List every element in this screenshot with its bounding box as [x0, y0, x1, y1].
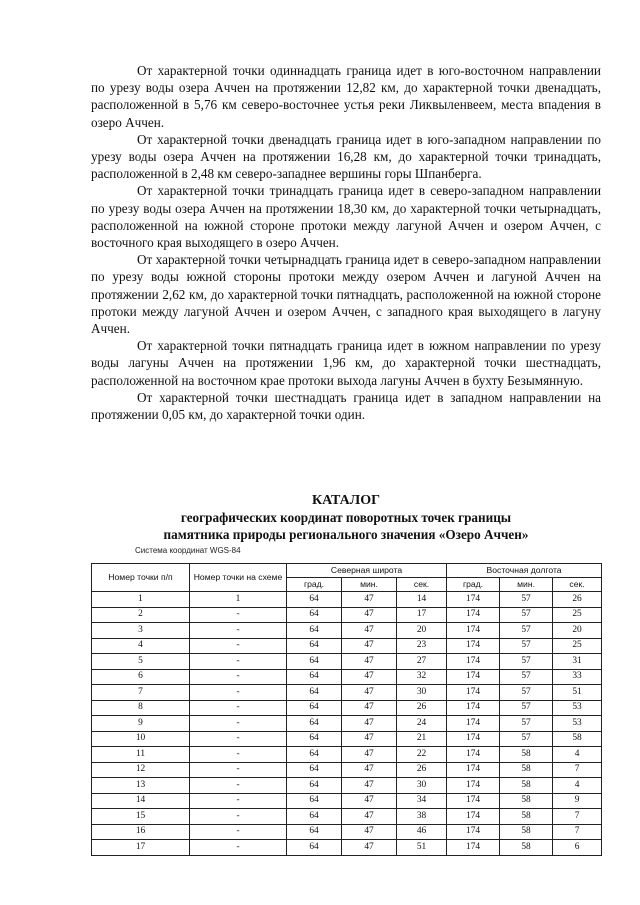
cell-point-number: 8: [92, 700, 190, 716]
table-row: [92, 731, 602, 747]
cell-lon-min: 57: [500, 700, 553, 716]
cell-lon-sec: 7: [553, 809, 602, 825]
header-lon-deg: град.: [447, 578, 500, 592]
cell-lat-min: 47: [342, 669, 397, 685]
cell-lat-deg: 64: [287, 654, 342, 670]
paragraph-point-14: От характерной точки четырнадцать граница идет в северо-западном направлении по урезу воды южной стороны протоки между озером Аччен и лагуной Аччен на протяжении 2,62 км, до характерной точки пятнадцать, расположенной на южной стороне протоки между лагуной Аччен и озером Аччен, с западного края выходящего в лагуну Аччен.: [91, 252, 601, 337]
cell-lon-deg: 174: [447, 700, 500, 716]
cell-lon-sec: 7: [553, 762, 602, 778]
cell-lon-deg: 174: [447, 716, 500, 732]
cell-scheme-number: -: [190, 607, 287, 623]
cell-lat-min: 47: [342, 762, 397, 778]
cell-lon-sec: 51: [553, 685, 602, 701]
cell-lon-deg: 174: [447, 747, 500, 763]
cell-lat-min: 47: [342, 685, 397, 701]
cell-scheme-number: -: [190, 778, 287, 794]
cell-lon-min: 57: [500, 592, 553, 608]
table-row: [92, 824, 602, 840]
cell-lat-min: 47: [342, 654, 397, 670]
cell-lon-min: 57: [500, 623, 553, 639]
cell-scheme-number: -: [190, 809, 287, 825]
cell-lon-min: 57: [500, 669, 553, 685]
table-row: [92, 607, 602, 623]
cell-lat-sec: 27: [397, 654, 447, 670]
cell-lon-deg: 174: [447, 824, 500, 840]
cell-lon-min: 58: [500, 762, 553, 778]
cell-point-number: 14: [92, 793, 190, 809]
cell-point-number: 3: [92, 623, 190, 639]
cell-scheme-number: -: [190, 654, 287, 670]
cell-lat-deg: 64: [287, 809, 342, 825]
cell-lat-min: 47: [342, 747, 397, 763]
cell-lat-deg: 64: [287, 840, 342, 856]
cell-lon-sec: 4: [553, 747, 602, 763]
header-lat-min: мин.: [342, 578, 397, 592]
cell-lon-min: 58: [500, 747, 553, 763]
cell-lat-deg: 64: [287, 623, 342, 639]
table-row: [92, 793, 602, 809]
cell-lon-min: 58: [500, 793, 553, 809]
cell-lat-min: 47: [342, 731, 397, 747]
cell-lat-min: 47: [342, 623, 397, 639]
cell-point-number: 5: [92, 654, 190, 670]
header-lon-min: мин.: [500, 578, 553, 592]
table-row: [92, 700, 602, 716]
cell-lat-sec: 34: [397, 793, 447, 809]
cell-lat-sec: 22: [397, 747, 447, 763]
cell-point-number: 7: [92, 685, 190, 701]
cell-lon-min: 57: [500, 716, 553, 732]
table-row: [92, 747, 602, 763]
cell-lat-deg: 64: [287, 700, 342, 716]
cell-scheme-number: -: [190, 716, 287, 732]
cell-scheme-number: -: [190, 638, 287, 654]
header-east-longitude: Восточная долгота: [447, 564, 602, 578]
cell-lat-min: 47: [342, 700, 397, 716]
cell-lon-min: 57: [500, 654, 553, 670]
table-row: [92, 762, 602, 778]
cell-lat-sec: 17: [397, 607, 447, 623]
catalog-title-block: [91, 492, 601, 543]
table-row: [92, 716, 602, 732]
catalog-title: КАТАЛОГ: [311, 493, 380, 508]
cell-lon-min: 57: [500, 731, 553, 747]
cell-lat-deg: 64: [287, 669, 342, 685]
cell-point-number: 16: [92, 824, 190, 840]
coordinate-system-label: Система координат WGS-84: [135, 546, 241, 555]
cell-lon-sec: 25: [553, 607, 602, 623]
cell-scheme-number: -: [190, 762, 287, 778]
cell-lon-deg: 174: [447, 809, 500, 825]
cell-scheme-number: -: [190, 824, 287, 840]
cell-lon-sec: 7: [553, 824, 602, 840]
paragraph-point-12: От характерной точки двенадцать граница идет в юго-западном направлении по урезу воды озера Аччен на протяжении 16,28 км, до характерной точки тринадцать, расположенной в 2,48 км северо-западнее вершины горы Шпанберга.: [91, 131, 601, 182]
header-lat-sec: сек.: [397, 578, 447, 592]
cell-lon-deg: 174: [447, 793, 500, 809]
cell-lat-sec: 51: [397, 840, 447, 856]
cell-lon-deg: 174: [447, 623, 500, 639]
cell-point-number: 11: [92, 747, 190, 763]
cell-lon-sec: 25: [553, 638, 602, 654]
cell-lat-sec: 14: [397, 592, 447, 608]
cell-lon-min: 58: [500, 824, 553, 840]
header-north-latitude: Северная широта: [287, 564, 447, 578]
cell-lat-deg: 64: [287, 592, 342, 608]
table-row: [92, 669, 602, 685]
cell-lon-sec: 53: [553, 716, 602, 732]
cell-lon-deg: 174: [447, 778, 500, 794]
header-scheme-number: Номер точки на схеме: [190, 564, 287, 592]
cell-lon-sec: 9: [553, 793, 602, 809]
paragraph-point-11: От характерной точки одиннадцать граница идет в юго-восточном направлении по урезу воды озера Аччен на протяжении 12,82 км, до характерной точки двенадцать, расположенной в 5,76 км северо-восточнее устья реки Ликвыленвеем, места впадения в озеро Аччен.: [91, 63, 601, 130]
cell-scheme-number: -: [190, 731, 287, 747]
cell-scheme-number: -: [190, 623, 287, 639]
cell-lat-sec: 21: [397, 731, 447, 747]
cell-lon-deg: 174: [447, 731, 500, 747]
cell-lat-deg: 64: [287, 793, 342, 809]
cell-scheme-number: -: [190, 793, 287, 809]
paragraph-point-13: От характерной точки тринадцать граница идет в северо-западном направлении по урезу воды озера Аччен на протяжении 18,30 км, до характерной точки четырнадцать, расположенной на южной стороне протоки между лагуной Аччен и озером Аччен, с восточного края выходящего в озеро Аччен.: [91, 183, 601, 251]
boundary-description: [91, 62, 601, 423]
cell-point-number: 4: [92, 638, 190, 654]
cell-lon-deg: 174: [447, 638, 500, 654]
cell-lon-deg: 174: [447, 840, 500, 856]
cell-lat-deg: 64: [287, 607, 342, 623]
cell-point-number: 13: [92, 778, 190, 794]
table-row: [92, 592, 602, 608]
cell-lat-sec: 24: [397, 716, 447, 732]
header-lat-deg: град.: [287, 578, 342, 592]
cell-lon-deg: 174: [447, 669, 500, 685]
cell-lat-deg: 64: [287, 778, 342, 794]
cell-point-number: 10: [92, 731, 190, 747]
cell-lon-deg: 174: [447, 654, 500, 670]
cell-lon-deg: 174: [447, 685, 500, 701]
cell-point-number: 2: [92, 607, 190, 623]
cell-lat-min: 47: [342, 592, 397, 608]
table-row: [92, 840, 602, 856]
coordinates-table: [91, 563, 602, 856]
cell-point-number: 15: [92, 809, 190, 825]
cell-lat-sec: 30: [397, 778, 447, 794]
cell-lat-sec: 46: [397, 824, 447, 840]
cell-lon-min: 57: [500, 685, 553, 701]
cell-scheme-number: -: [190, 700, 287, 716]
table-row: [92, 809, 602, 825]
cell-point-number: 1: [92, 592, 190, 608]
cell-lat-min: 47: [342, 840, 397, 856]
cell-lon-sec: 33: [553, 669, 602, 685]
cell-lat-min: 47: [342, 607, 397, 623]
table-row: [92, 638, 602, 654]
cell-lat-min: 47: [342, 716, 397, 732]
cell-lat-sec: 26: [397, 700, 447, 716]
cell-lat-sec: 23: [397, 638, 447, 654]
header-point-number: Номер точки п/п: [92, 564, 190, 592]
cell-lat-sec: 30: [397, 685, 447, 701]
cell-lon-min: 57: [500, 638, 553, 654]
cell-scheme-number: -: [190, 669, 287, 685]
cell-lat-min: 47: [342, 638, 397, 654]
cell-point-number: 6: [92, 669, 190, 685]
cell-lat-deg: 64: [287, 824, 342, 840]
table-row: [92, 685, 602, 701]
cell-lat-sec: 32: [397, 669, 447, 685]
cell-lon-sec: 53: [553, 700, 602, 716]
cell-scheme-number: -: [190, 747, 287, 763]
paragraph-point-15: От характерной точки пятнадцать граница идет в южном направлении по урезу воды лагуны Аччен на протяжении 1,96 км, до характерной точки шестнадцать, расположенной на восточном крае протоки выхода лагуны Аччен в бухту Безымянную.: [91, 338, 601, 388]
table-row: [92, 623, 602, 639]
cell-point-number: 12: [92, 762, 190, 778]
cell-point-number: 17: [92, 840, 190, 856]
cell-lon-deg: 174: [447, 762, 500, 778]
cell-lat-min: 47: [342, 778, 397, 794]
cell-lon-deg: 174: [447, 592, 500, 608]
cell-lat-min: 47: [342, 824, 397, 840]
cell-lon-deg: 174: [447, 607, 500, 623]
cell-scheme-number: 1: [190, 592, 287, 608]
table-row: [92, 654, 602, 670]
cell-lat-deg: 64: [287, 731, 342, 747]
cell-lon-sec: 26: [553, 592, 602, 608]
cell-lat-deg: 64: [287, 638, 342, 654]
cell-lat-sec: 20: [397, 623, 447, 639]
cell-lat-deg: 64: [287, 716, 342, 732]
cell-lat-min: 47: [342, 809, 397, 825]
cell-lat-deg: 64: [287, 747, 342, 763]
cell-lon-min: 58: [500, 840, 553, 856]
cell-scheme-number: -: [190, 840, 287, 856]
cell-lon-min: 58: [500, 778, 553, 794]
header-lon-sec: сек.: [553, 578, 602, 592]
cell-point-number: 9: [92, 716, 190, 732]
cell-lat-min: 47: [342, 793, 397, 809]
cell-lon-sec: 31: [553, 654, 602, 670]
cell-lon-sec: 4: [553, 778, 602, 794]
cell-lon-min: 57: [500, 607, 553, 623]
cell-lon-min: 58: [500, 809, 553, 825]
cell-lat-deg: 64: [287, 762, 342, 778]
cell-lon-sec: 20: [553, 623, 602, 639]
table-row: [92, 778, 602, 794]
catalog-subtitle-line2: памятника природы регионального значения «Озеро Аччен»: [163, 527, 529, 542]
paragraph-point-16: От характерной точки шестнадцать граница идет в западном направлении на протяжении 0,05 км, до характерной точки один.: [91, 389, 601, 423]
cell-lon-sec: 6: [553, 840, 602, 856]
catalog-subtitle-line1: географических координат поворотных точек границы: [180, 510, 512, 525]
cell-scheme-number: -: [190, 685, 287, 701]
cell-lat-sec: 38: [397, 809, 447, 825]
cell-lat-sec: 26: [397, 762, 447, 778]
coordinates-table-body: [92, 592, 602, 856]
cell-lat-deg: 64: [287, 685, 342, 701]
cell-lon-sec: 58: [553, 731, 602, 747]
